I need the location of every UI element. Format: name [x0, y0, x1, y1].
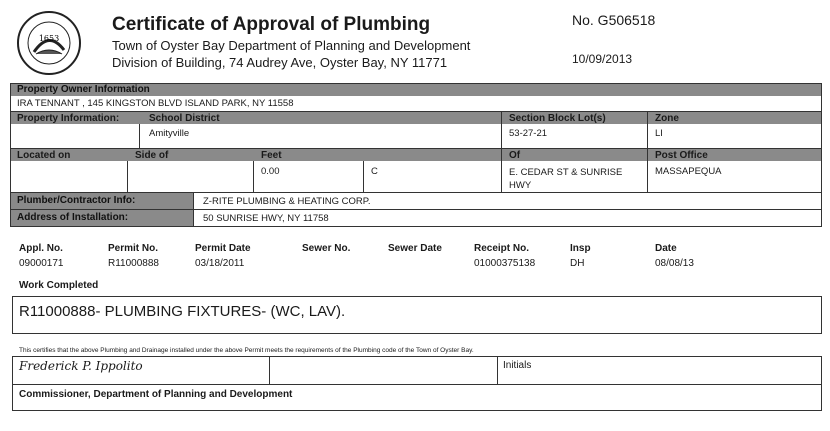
date-label: Date: [655, 243, 677, 254]
direction-value: C: [371, 166, 378, 177]
department-line: Town of Oyster Bay Department of Planning and Development: [112, 38, 471, 53]
feet-label: Feet: [261, 150, 282, 161]
permit-date-label: Permit Date: [195, 243, 251, 254]
post-office-label: Post Office: [655, 150, 708, 161]
sbl-value: 53-27-21: [509, 128, 548, 139]
zone-value: LI: [655, 128, 663, 139]
plumber-value: Z-RITE PLUMBING & HEATING CORP.: [203, 196, 371, 207]
zone-label: Zone: [655, 113, 679, 124]
address-label: Address of Installation:: [11, 210, 193, 226]
sewer-date-label: Sewer Date: [388, 243, 442, 254]
post-office-value: MASSAPEQUA: [655, 166, 722, 177]
owner-value: IRA TENNANT , 145 KINGSTON BLVD ISLAND PARK, NY 11558: [17, 98, 294, 109]
receipt-no-label: Receipt No.: [474, 243, 530, 254]
sbl-label: Section Block Lot(s): [509, 113, 606, 124]
permit-no-value: R11000888: [108, 258, 159, 269]
feet-value: 0.00: [261, 166, 280, 177]
date-value: 08/08/13: [655, 258, 694, 269]
commissioner-title: Commissioner, Department of Planning and Development: [19, 389, 293, 400]
town-seal: [16, 10, 82, 76]
seal-year: 1653: [38, 34, 60, 43]
certification-statement: This certifies that the above Plumbing and Drainage installed under the above Permit meets the requirements of the Plumbing code of the Town of Oyster Bay.: [19, 347, 474, 354]
work-completed-box: [12, 296, 822, 334]
insp-label: Insp: [570, 243, 591, 254]
property-header-bar: [11, 112, 821, 124]
appl-no-label: Appl. No.: [19, 243, 63, 254]
plumber-label: Plumber/Contractor Info:: [11, 193, 193, 209]
address-value: 50 SUNRISE HWY, NY 11758: [203, 213, 329, 224]
commissioner-signature: Frederick P. Ippolito: [19, 359, 143, 373]
side-of-label: Side of: [135, 150, 169, 161]
permit-date-value: 03/18/2011: [195, 258, 245, 269]
certificate-title: Certificate of Approval of Plumbing: [112, 14, 431, 35]
certificate-number: No. G506518: [572, 12, 656, 28]
located-on-label: Located on: [17, 150, 71, 161]
sewer-no-label: Sewer No.: [302, 243, 351, 254]
certificate-date: 10/09/2013: [572, 52, 633, 66]
of-value: E. CEDAR ST & SUNRISE HWY: [509, 167, 623, 191]
property-label: Property Information:: [17, 113, 120, 124]
signature-box: [12, 356, 822, 411]
initials-label: Initials: [503, 360, 532, 371]
work-completed-value: R11000888- PLUMBING FIXTURES- (WC, LAV).: [19, 303, 346, 320]
division-line: Division of Building, 74 Audrey Ave, Oyster Bay, NY 11771: [112, 55, 448, 70]
info-grid: [10, 83, 822, 227]
receipt-no-value: 01000375138: [474, 258, 536, 269]
insp-value: DH: [570, 258, 585, 269]
school-district-value: Amityville: [149, 128, 190, 139]
appl-no-value: 09000171: [19, 258, 64, 269]
permit-no-label: Permit No.: [108, 243, 159, 254]
owner-header: Property Owner Information: [11, 84, 821, 96]
work-completed-label: Work Completed: [19, 280, 99, 291]
of-label: Of: [509, 150, 521, 161]
school-district-label: School District: [149, 113, 220, 124]
